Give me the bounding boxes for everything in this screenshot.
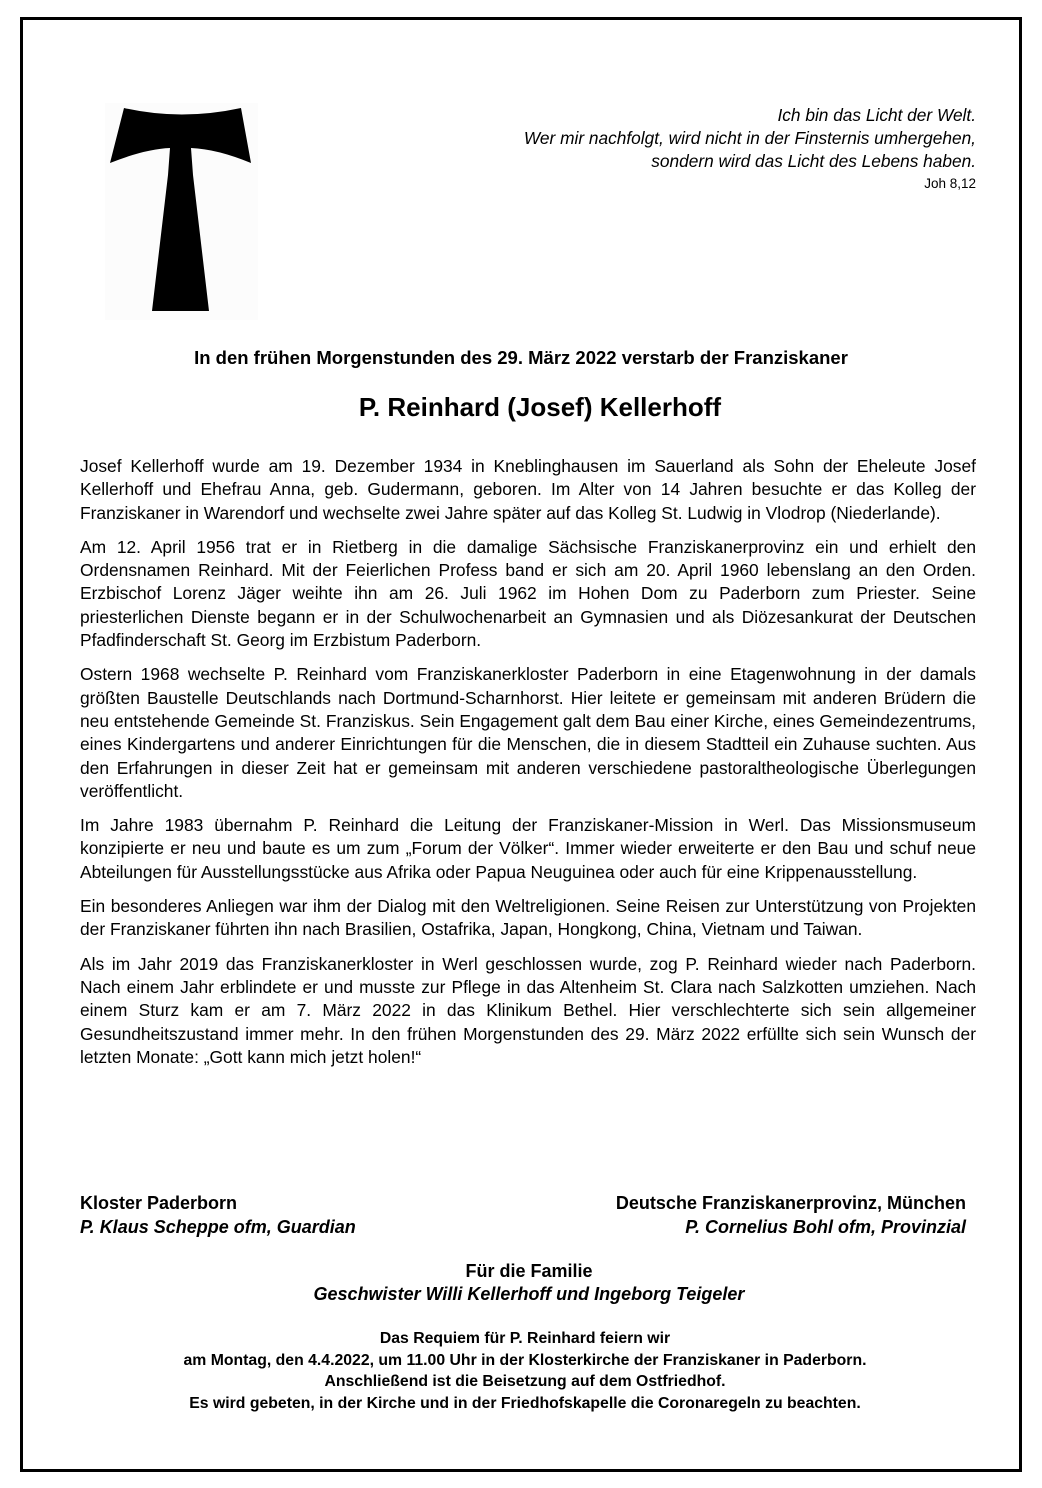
family-names: Geschwister Willi Kellerhoff und Ingeborg Teigeler: [313, 1284, 745, 1304]
family-signature: [0, 1260, 1042, 1306]
family-title: Für die Familie: [465, 1261, 593, 1281]
verse-line: Wer mir nachfolgt, wird nicht in der Finsternis umhergehen,: [523, 128, 976, 148]
biography-paragraph: Ostern 1968 wechselte P. Reinhard vom Franziskanerkloster Paderborn in eine Etagenwohnung in der damals größten Baustelle Deutschlands nach Dortmund-Scharnhorst. Hier leitete er gemeinsam mit anderen Brüdern die neu entstehende Gemeinde St. Franziskus. Sein Engagement galt dem Bau einer Kirche, eines Gemeindezentrums, eines Kindergartens und anderer Einrichtungen für die Menschen, die in diesem Stadtteil ein Zuhause suchten. Aus den Erfahrungen in dieser Zeit hat er gemeinsam mit anderen verschiedene pastoraltheologische Überlegungen veröffentlicht.: [80, 664, 976, 801]
signature-name: P. Klaus Scheppe ofm, Guardian: [80, 1217, 356, 1237]
requiem-notice: [0, 1328, 1042, 1414]
requiem-line: am Montag, den 4.4.2022, um 11.00 Uhr in der Klosterkirche der Franziskaner in Paderborn.: [183, 1351, 867, 1369]
requiem-line: Es wird gebeten, in der Kirche und in der Friedhofskapelle die Coronaregeln zu beachten.: [189, 1394, 861, 1412]
signature-province: [616, 1191, 966, 1239]
verse-line: sondern wird das Licht des Lebens haben.: [651, 151, 976, 171]
biography-paragraph: Josef Kellerhoff wurde am 19. Dezember 1934 in Kneblinghausen im Sauerland als Sohn der Eheleute Josef Kellerhoff und Ehefrau Anna, geb. Gudermann, geboren. Im Alter von 14 Jahren besuchte er das Kolleg der Franziskaner in Warendorf und wechselte zwei Jahre später auf das Kolleg St. Ludwig in Vlodrop (Niederlande).: [80, 456, 976, 523]
verse-line: Ich bin das Licht der Welt.: [777, 105, 976, 125]
biography: [80, 455, 976, 1080]
signature-title: Deutsche Franziskanerprovinz, München: [615, 1193, 966, 1213]
signature-name: P. Cornelius Bohl ofm, Provinzial: [685, 1217, 966, 1237]
death-announcement: In den frühen Morgenstunden des 29. März 2022 verstarb der Franziskaner: [194, 347, 848, 368]
requiem-line: Das Requiem für P. Reinhard feiern wir: [379, 1330, 671, 1347]
biography-paragraph: Als im Jahr 2019 das Franziskanerkloster in Werl geschlossen wurde, zog P. Reinhard wieder nach Paderborn. Nach einem Jahr erblindete er und musste zur Pflege in das Altenheim St. Clara nach Salzkotten umziehen. Nach einem Sturz kam er am 7. März 2022 in das Klinikum Bethel. Hier verschlechterte sich sein allgemeiner Gesundheitszustand immer mehr. In den frühen Morgenstunden des 29. März 2022 erfüllte sich sein Wunsch der letzten Monate: „Gott kann mich jetzt holen!“: [80, 953, 976, 1067]
signature-title: Kloster Paderborn: [80, 1193, 238, 1213]
biography-paragraph: Ein besonderes Anliegen war ihm der Dialog mit den Weltreligionen. Seine Reisen zur Unterstützung von Projekten der Franziskaner führten ihn nach Brasilien, Ostafrika, Japan, Hongkong, China, Vietnam und Taiwan.: [80, 896, 976, 940]
tau-cross-icon: [105, 103, 258, 320]
deceased-name: P. Reinhard (Josef) Kellerhoff: [358, 392, 722, 422]
verse-reference: Joh 8,12: [924, 176, 976, 191]
requiem-line: Anschließend ist die Beisetzung auf dem Ostfriedhof.: [324, 1373, 726, 1390]
bible-verse: [524, 104, 976, 195]
signature-monastery: [80, 1191, 356, 1239]
biography-paragraph: Im Jahre 1983 übernahm P. Reinhard die Leitung der Franziskaner-Mission in Werl. Das Missionsmuseum konzipierte er neu und baute es um zum „Forum der Völker“. Immer wieder erweiterte er den Bau und schuf neue Abteilungen für Ausstellungsstücke aus Afrika oder Papua Neuguinea oder auch für eine Krippenausstellung.: [80, 815, 976, 882]
biography-paragraph: Am 12. April 1956 trat er in Rietberg in die damalige Sächsische Franziskanerprovinz ein und erhielt den Ordensnamen Reinhard. Mit der Feierlichen Profess band er sich am 20. April 1960 lebenslang an den Orden. Erzbischof Lorenz Jäger weihte ihn am 26. Juli 1962 im Hohen Dom zu Paderborn zum Priester. Seine priesterlichen Dienste begann er in der Schulwochenarbeit an Gymnasien und als Diözesankurat der Deutschen Pfadfinderschaft St. Georg im Erzbistum Paderborn.: [80, 536, 976, 651]
